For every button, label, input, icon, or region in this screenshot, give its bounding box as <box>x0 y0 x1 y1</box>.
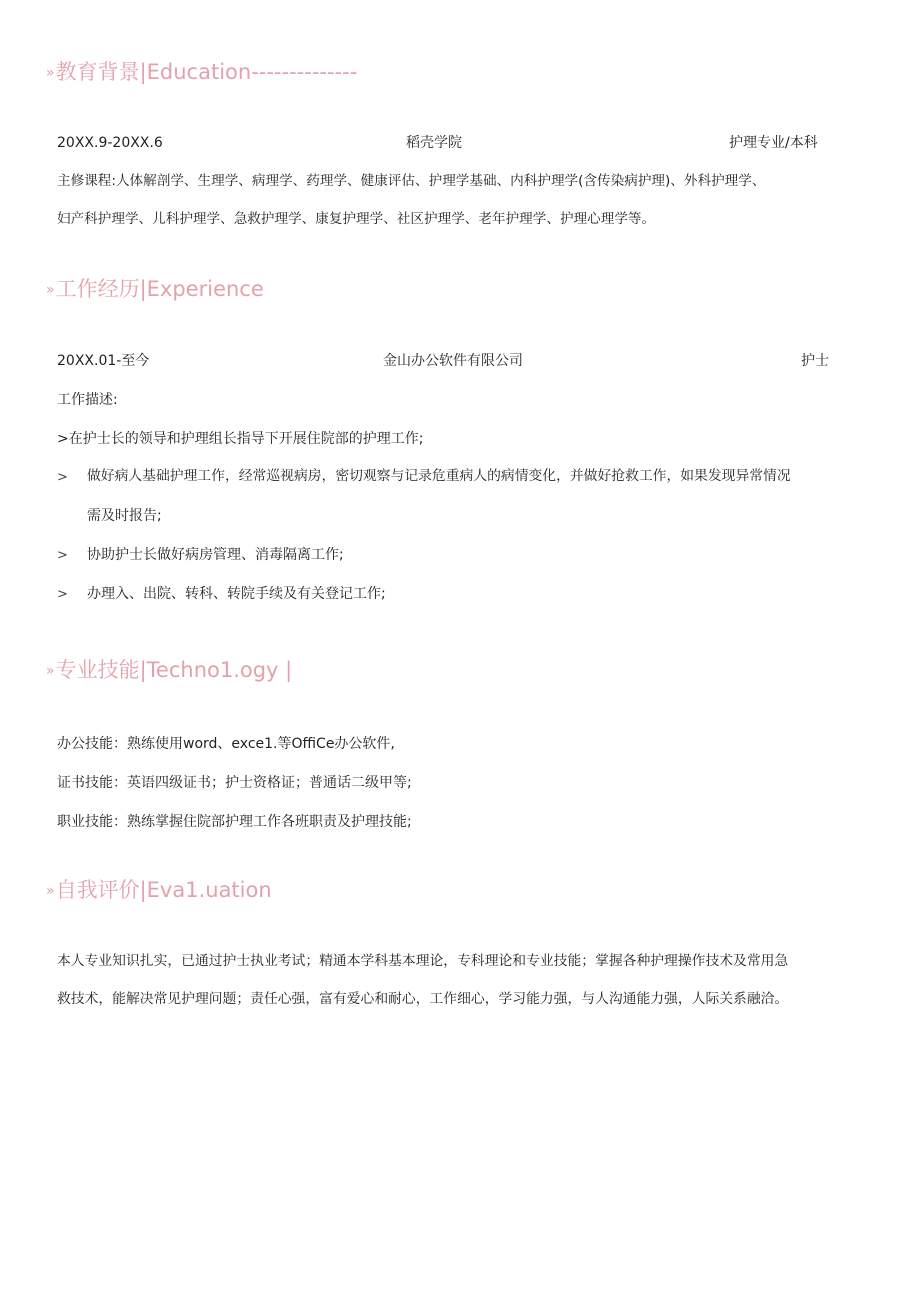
education-school: 稻壳学院 <box>406 135 462 151</box>
skills-professional: 职业技能：熟练掌握住院部护理工作各班职责及护理技能; <box>57 814 412 830</box>
bullet-icon: > <box>57 548 68 563</box>
skills-office: 办公技能：熟练使用word、exce1.等OffiCe办公软件, <box>57 736 395 752</box>
experience-item-2-line1: 做好病人基础护理工作，经常巡视病房，密切观察与记录危重病人的病情变化，并做好抢救工作，如果发现异常情况 <box>87 468 791 484</box>
bullet-icon: > <box>57 587 68 602</box>
education-heading-text: 教育背景|Education-------------- <box>55 60 358 84</box>
chevron-icon: » <box>46 65 55 81</box>
evaluation-line2: 救技术，能解决常见护理问题；责任心强，富有爱心和耐心，工作细心，学习能力强，与人沟通能力强，人际关系融洽。 <box>57 991 789 1007</box>
skills-heading <box>46 660 292 681</box>
chevron-icon: » <box>46 663 55 679</box>
experience-company: 金山办公软件有限公司 <box>383 353 523 369</box>
experience-position: 护士 <box>801 353 829 369</box>
experience-desc-label: 工作描述: <box>57 392 118 408</box>
evaluation-heading <box>46 880 272 901</box>
experience-item-2-line2: 需及时报告; <box>87 508 162 524</box>
experience-item-3: 协助护士长做好病房管理、消毒隔离工作; <box>87 547 344 563</box>
experience-heading-text: 工作经历|Experience <box>55 277 264 301</box>
experience-period: 20XX.01-至今 <box>57 353 150 369</box>
evaluation-line1: 本人专业知识扎实，已通过护士执业考试；精通本学科基本理论，专科理论和专业技能；掌握各种护理操作技术及常用急 <box>57 953 789 969</box>
chevron-icon: » <box>46 282 55 298</box>
evaluation-heading-text: 自我评价|Eva1.uation <box>55 878 272 902</box>
experience-heading <box>46 279 264 300</box>
education-major: 护理专业/本科 <box>729 135 818 151</box>
experience-item-1: >在护士长的领导和护理组长指导下开展住院部的护理工作; <box>57 431 424 447</box>
bullet-icon: > <box>57 470 68 485</box>
education-heading <box>46 62 357 83</box>
education-courses-line1: 主修课程:人体解剖学、生理学、病理学、药理学、健康评估、护理学基础、内科护理学(含传染病护理)、外科护理学、 <box>57 173 766 189</box>
education-courses-line2: 妇产科护理学、儿科护理学、急救护理学、康复护理学、社区护理学、老年护理学、护理心理学等。 <box>57 211 656 227</box>
skills-heading-text: 专业技能|Techno1.ogy | <box>55 658 293 682</box>
education-period: 20XX.9-20XX.6 <box>57 135 163 151</box>
skills-certificates: 证书技能：英语四级证书；护士资格证；普通话二级甲等; <box>57 775 412 791</box>
chevron-icon: » <box>46 883 55 899</box>
experience-item-4: 办理入、出院、转科、转院手续及有关登记工作; <box>87 586 386 602</box>
